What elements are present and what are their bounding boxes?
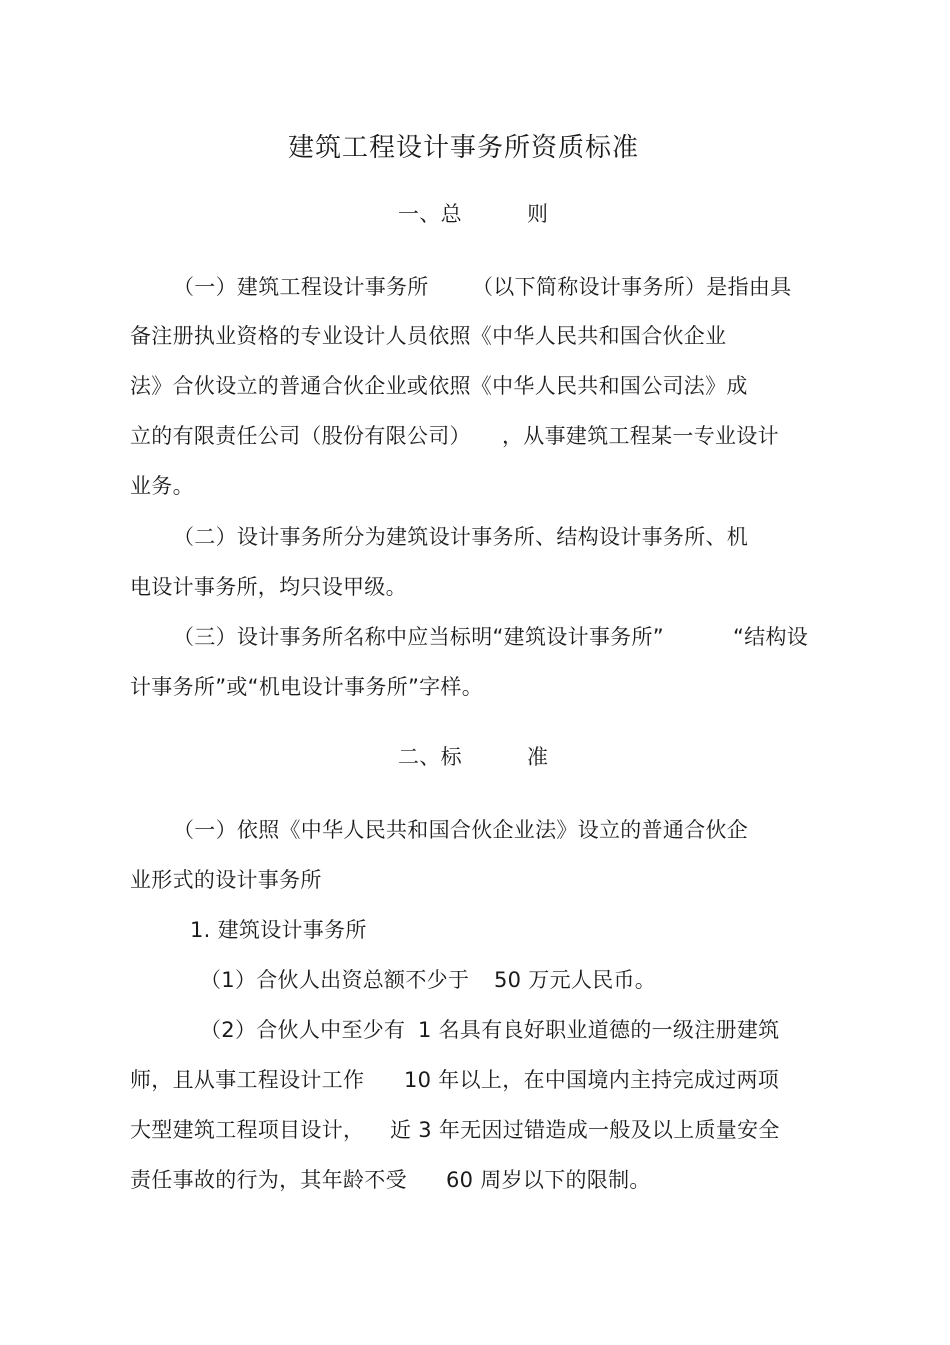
paragraph-line: 10 年以上，在中国境内主持完成过两项 (404, 1068, 780, 1092)
paragraph-line: 大型建筑工程项目设计， (130, 1118, 365, 1142)
paragraph-line: ，从事建筑工程某一专业设计 (502, 424, 779, 448)
document-title: 建筑工程设计事务所资质标准 (288, 133, 640, 163)
list-item-heading: 1. 建筑设计事务所 (190, 918, 367, 942)
paragraph-line: （一）依照《中华人民共和国合伙企业法》设立的普通合伙企 (173, 818, 749, 842)
paragraph-line: 60 周岁以下的限制。 (446, 1168, 651, 1192)
section-heading-general-left: 一、总 (398, 202, 462, 226)
paragraph-line: 立的有限责任公司（股份有限公司） (130, 424, 471, 448)
paragraph-line: 师，且从事工程设计工作 (130, 1068, 365, 1092)
paragraph-line: （二）设计事务所分为建筑设计事务所、结构设计事务所、机 (173, 525, 749, 549)
paragraph-line: （以下简称设计事务所）是指由具 (472, 275, 792, 299)
paragraph-line: 法》合伙设立的普通合伙企业或依照《中华人民共和国公司法》成 (130, 374, 748, 398)
list-item: 50 万元人民币。 (494, 968, 657, 992)
paragraph-line: 备注册执业资格的专业设计人员依照《中华人民共和国合伙企业 (130, 324, 727, 348)
section-heading-standards-left: 二、标 (398, 745, 462, 769)
paragraph-line: 近 3 年无因过错造成一般及以上质量安全 (390, 1118, 780, 1142)
section-heading-standards-right: 准 (527, 745, 549, 769)
paragraph-line: （三）设计事务所名称中应当标明“建筑设计事务所” (173, 625, 664, 649)
paragraph-line: 责任事故的行为，其年龄不受 (130, 1168, 407, 1192)
list-item: （1）合伙人出资总额不少于 (200, 968, 470, 992)
paragraph-line: “结构设 (733, 625, 809, 649)
list-item: 1 名具有良好职业道德的一级注册建筑 (418, 1018, 780, 1042)
paragraph-line: 电设计事务所，均只设甲级。 (130, 575, 407, 599)
section-heading-general-right: 则 (527, 202, 549, 226)
paragraph-line: （一）建筑工程设计事务所 (173, 275, 429, 299)
paragraph-line: 计事务所”或“机电设计事务所”字样。 (130, 675, 484, 699)
paragraph-line: 业形式的设计事务所 (130, 868, 322, 892)
paragraph-line: 业务。 (130, 474, 194, 498)
list-item: （2）合伙人中至少有 (200, 1018, 406, 1042)
